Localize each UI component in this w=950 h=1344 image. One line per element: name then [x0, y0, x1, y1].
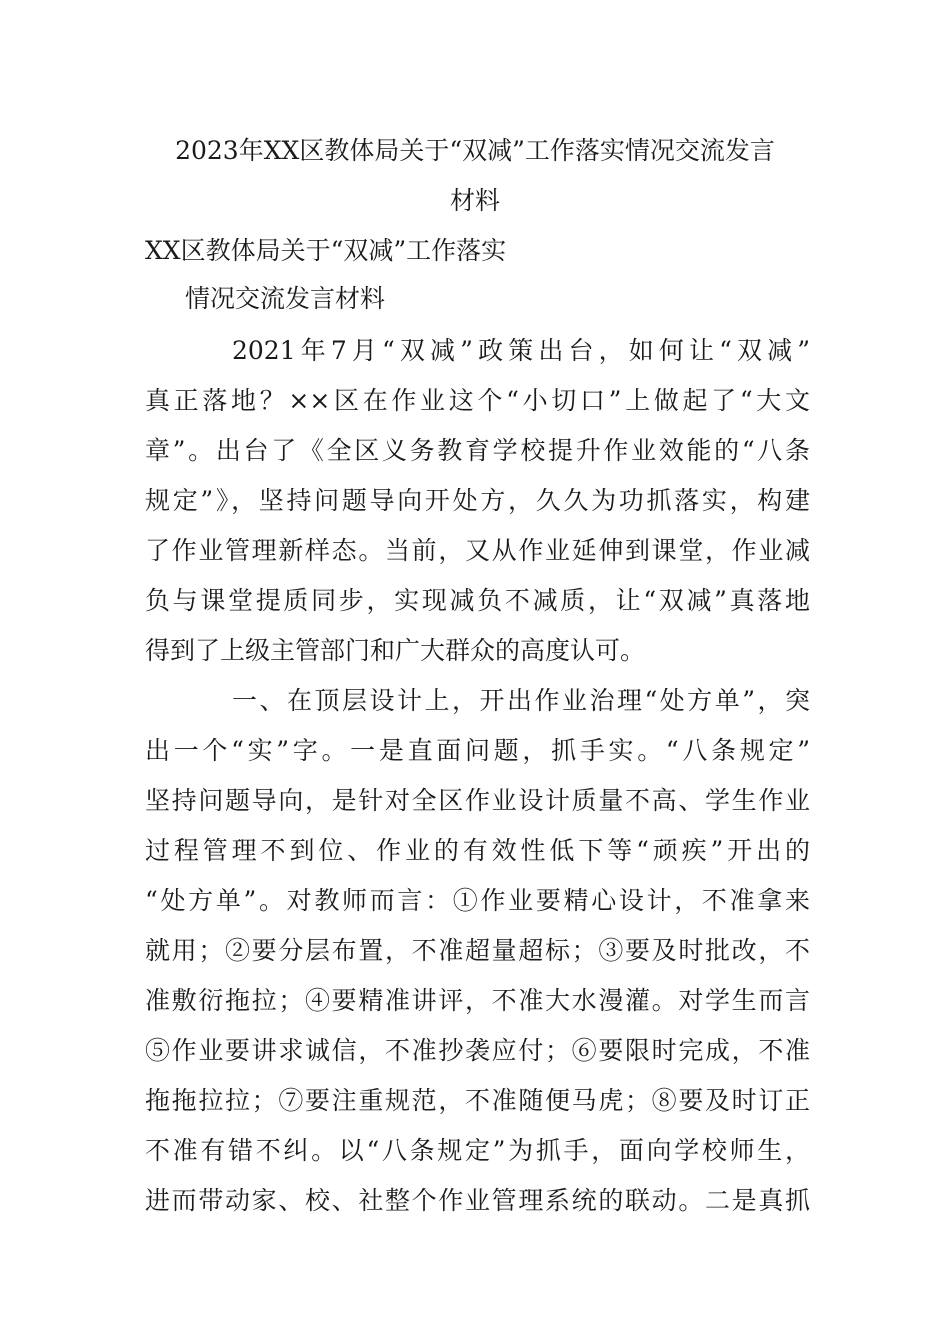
paragraph-2-line: 出一个“实”字。一是直面问题，抓手实。“八条规定”: [145, 736, 810, 765]
paragraph-2-line: 一、在顶层设计上，开出作业治理“处方单”，突: [232, 686, 810, 715]
paragraph-1-line: 真正落地？××区在作业这个“小切口”上做起了“大文: [145, 386, 810, 415]
paragraph-1-line: 规定”》，坚持问题导向开处方，久久为功抓落实，构建: [145, 486, 810, 515]
paragraph-2-line: ⑤作业要讲求诚信，不准抄袭应付；⑥要限时完成，不准: [145, 1036, 810, 1065]
paragraph-1-line: 2021年7月“双减”政策出台，如何让“双减”: [232, 336, 810, 365]
document-title-line-1: 2023年XX区教体局关于“双减”工作落实情况交流发言: [175, 136, 775, 165]
paragraph-2-line: “处方单”。对教师而言：①作业要精心设计，不准拿来: [145, 886, 810, 915]
paragraph-1-line: 负与课堂提质同步，实现减负不减质，让“双减”真落地: [145, 586, 810, 615]
paragraph-1-line: 章”。出台了《全区义务教育学校提升作业效能的“八条: [145, 436, 810, 465]
paragraph-2-line: 拖拖拉拉；⑦要注重规范，不准随便马虎；⑧要及时订正: [145, 1086, 810, 1115]
paragraph-1-line: 得到了上级主管部门和广大群众的高度认可。: [145, 636, 646, 665]
paragraph-2-line: 坚持问题导向，是针对全区作业设计质量不高、学生作业: [145, 786, 810, 815]
document-subtitle-line-1: XX区教体局关于“双减”工作落实: [145, 236, 507, 265]
document-title-line-2: 材料: [449, 186, 500, 215]
paragraph-1-line: 了作业管理新样态。当前，又从作业延伸到课堂，作业减: [145, 536, 810, 565]
paragraph-2-line: 过程管理不到位、作业的有效性低下等“顽疾”开出的: [145, 836, 810, 865]
document-subtitle-line-2: 情况交流发言材料: [185, 284, 386, 313]
paragraph-2-line: 准敷衍拖拉；④要精准讲评，不准大水漫灌。对学生而言: [145, 986, 810, 1015]
paragraph-2-line: 就用；②要分层布置，不准超量超标；③要及时批改，不: [145, 936, 810, 965]
paragraph-2-line: 进而带动家、校、社整个作业管理系统的联动。二是真抓: [145, 1186, 810, 1215]
paragraph-2-line: 不准有错不纠。以“八条规定”为抓手，面向学校师生，: [145, 1136, 810, 1165]
